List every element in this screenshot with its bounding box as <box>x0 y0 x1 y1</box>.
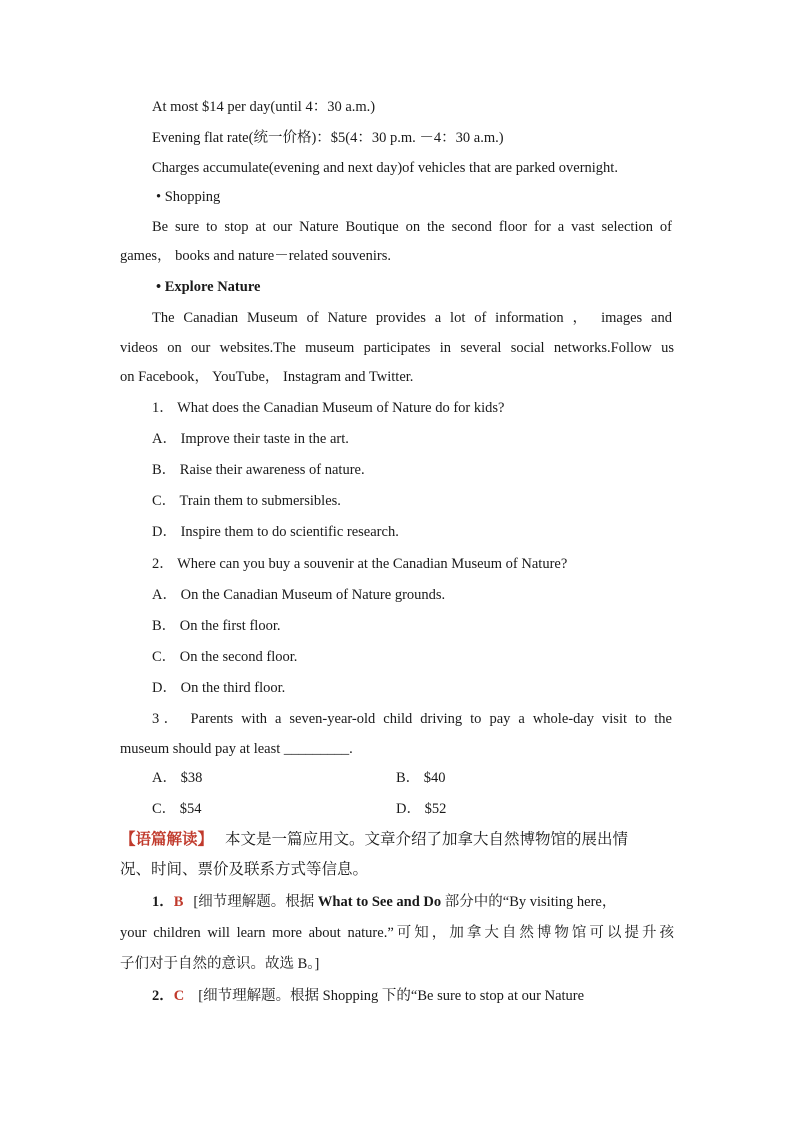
question-2-option-c: C． On the second floor. <box>152 649 298 665</box>
answer-1-line-2: your children will learn more about nature.”可知，加拿大自然博物馆可以提升孩 <box>120 925 674 941</box>
question-3-stem-line-1: 3． Parents with a seven-year-old child driving to pay a whole-day visit to the <box>152 711 672 727</box>
question-1-option-c: C． Train them to submersibles. <box>152 493 341 509</box>
analysis-text-1: 本文是一篇应用文。文章介绍了加拿大自然博物馆的展出情 <box>225 831 629 848</box>
analysis-line-1 <box>120 830 628 850</box>
answer-2-text: [细节理解题。根据 Shopping 下的“Be sure to stop at our Nature <box>198 988 585 1004</box>
shopping-line-1: Be sure to stop at our Nature Boutique on the second floor for a vast selection of <box>152 219 672 235</box>
answer-1-text-c: 部分中的“By visiting here， <box>441 894 617 910</box>
answer-1-section-name: What to See and Do <box>317 894 442 910</box>
question-3-option-c: C． $54 <box>152 801 202 817</box>
answer-1-line-1 <box>152 892 616 912</box>
answer-2-number: 2． <box>152 988 174 1004</box>
explore-line-2: videos on our websites.The museum participates in several social networks.Follow us <box>120 340 674 356</box>
parking-evening-rate: Evening flat rate(统一价格)：$5(4：30 p.m. －4：30 a.m.) <box>152 130 504 146</box>
question-1-option-a: A． Improve their taste in the art. <box>152 431 349 447</box>
shopping-line-2: games， books and nature－related souvenirs. <box>120 248 391 264</box>
question-1-option-b: B． Raise their awareness of nature. <box>152 462 365 478</box>
explore-line-1: The Canadian Museum of Nature provides a lot of information ， images and <box>152 310 672 326</box>
explore-line-3: on Facebook， YouTube， Instagram and Twitter. <box>120 369 414 385</box>
question-2-stem: 2． Where can you buy a souvenir at the Canadian Museum of Nature? <box>152 556 568 572</box>
question-2-option-b: B． On the first floor. <box>152 618 281 634</box>
analysis-label: 【语篇解读】 <box>120 831 214 848</box>
answer-2-letter: C <box>173 988 185 1004</box>
question-3-option-a: A． $38 <box>152 770 203 786</box>
explore-heading: • Explore Nature <box>156 279 261 295</box>
answer-1-letter: B <box>173 894 184 910</box>
question-1-option-d: D． Inspire them to do scientific research. <box>152 524 399 540</box>
answer-2-line-1 <box>152 986 584 1006</box>
question-3-option-b: B． $40 <box>396 770 446 786</box>
question-3-option-d: D． $52 <box>396 801 447 817</box>
question-2-option-a: A． On the Canadian Museum of Nature grounds. <box>152 587 446 603</box>
shopping-heading: • Shopping <box>156 189 221 205</box>
answer-1-text-a: [细节理解题。根据 <box>193 894 318 910</box>
answer-1-number: 1． <box>152 894 174 910</box>
parking-max-rate: At most $14 per day(until 4：30 a.m.) <box>152 99 376 115</box>
question-1-stem: 1． What does the Canadian Museum of Nature do for kids? <box>152 400 505 416</box>
answer-1-line-3: 子们对于自然的意识。故选 B。] <box>120 956 320 972</box>
question-2-option-d: D． On the third floor. <box>152 680 286 696</box>
parking-overnight: Charges accumulate(evening and next day)of vehicles that are parked overnight. <box>152 160 618 176</box>
question-3-stem-line-2: museum should pay at least _________. <box>120 741 353 757</box>
analysis-line-2: 况、时间、票价及联系方式等信息。 <box>120 861 369 878</box>
